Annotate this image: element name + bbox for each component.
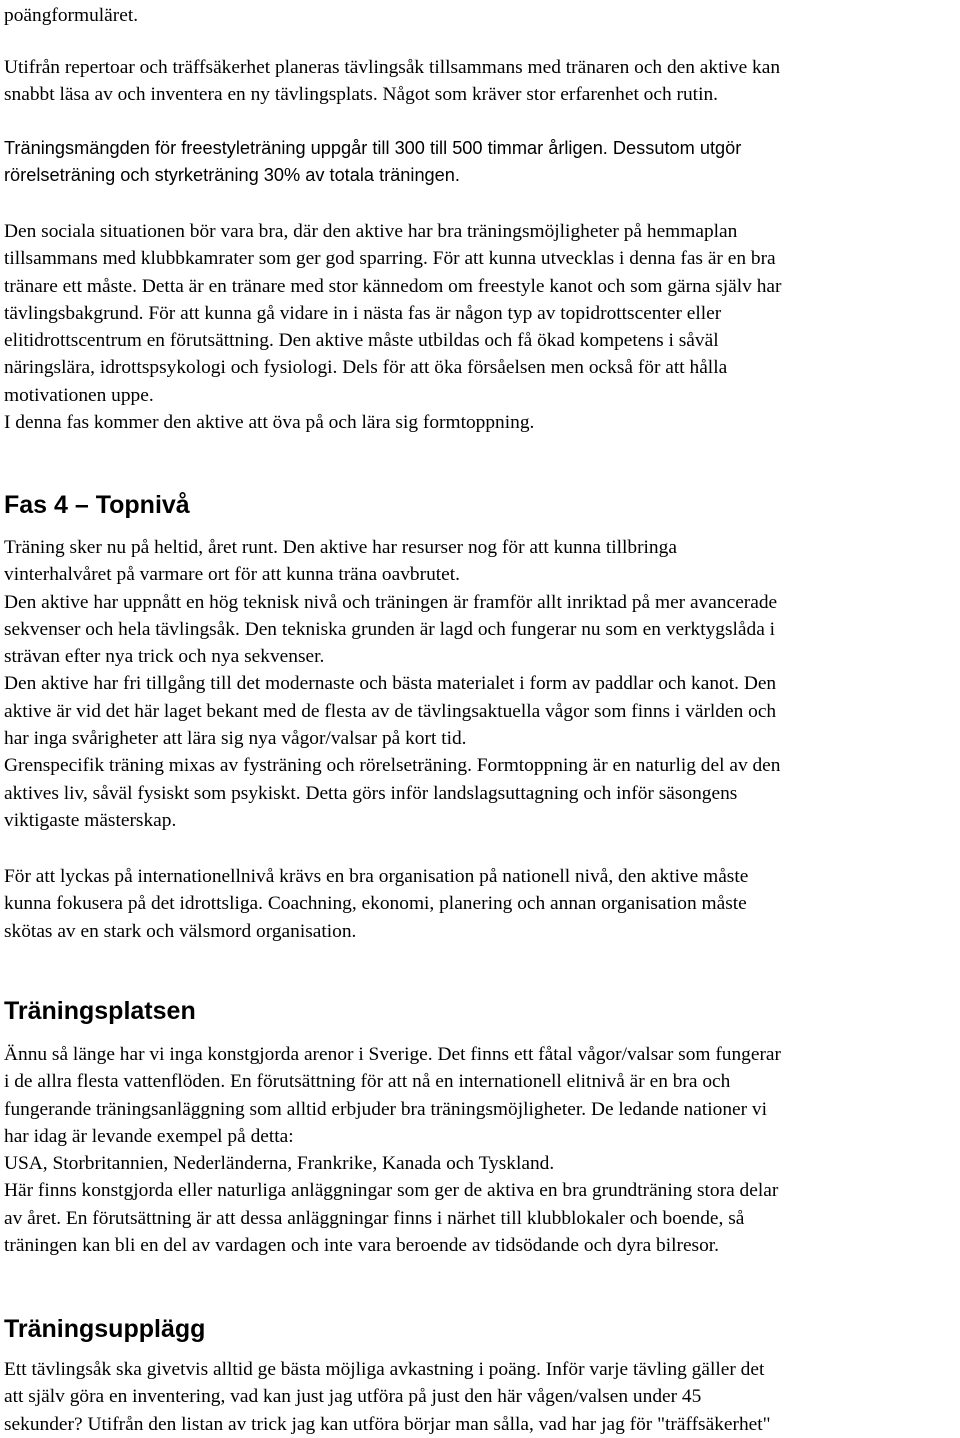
text-line: viktigaste mästerskap. — [4, 809, 177, 831]
text-line: rörelseträning och styrketräning 30% av totala träningen. — [4, 165, 460, 186]
text-line: träningen kan bli en del av vardagen och inte vara beroende av tidsödande och dyra bilresor. — [4, 1235, 720, 1257]
paragraph-sociala — [4, 218, 958, 436]
text-line: Utifrån repertoar och träffsäkerhet planeras tävlingsåk tillsammans med tränaren och den aktive kan — [4, 57, 781, 78]
text-line: att själv göra en inventering, vad kan just jag utföra på just den här vågen/valsen under 45 — [4, 1386, 702, 1408]
text-line: Den aktive har fri tillgång till det modernaste och bästa materialet i form av paddlar och kanot. Den — [4, 673, 777, 695]
text-line: För att lyckas på internationellnivå krävs en bra organisation på nationell nivå, den aktive måste — [4, 866, 749, 887]
text-line: vinterhalvåret på varmare ort för att kunna träna oavbrutet. — [4, 564, 461, 586]
text-line: poängformuläret. — [4, 5, 139, 26]
text-line: näringslära, idrottspsykologi och fysiologi. Dels för att öka försåelsen men också för att hålla — [4, 357, 728, 379]
text-line: USA, Storbritannien, Nederländerna, Frankrike, Kanada och Tyskland. — [4, 1153, 555, 1175]
paragraph-intro — [4, 2, 958, 29]
section-heading-traningsplatsen: Träningsplatsen — [4, 997, 196, 1025]
text-line: i de allra flesta vattenflöden. En förutsättning för att nå en internationell elitnivå är en bra och — [4, 1071, 731, 1093]
text-line: Här finns konstgjorda eller naturliga anläggningar som ger de aktiva en bra grundträning stora delar — [4, 1180, 779, 1202]
text-line: elitidrottscentrum en förutsättning. Den aktive måste utbildas och få ökad kompetens i såväl — [4, 330, 719, 352]
text-line: aktives liv, såväl fysiskt som psykiskt. Detta görs inför landslagsuttagning och inför säsongens — [4, 782, 738, 804]
text-line: motivationen uppe. — [4, 384, 154, 406]
text-line: sekunder? Utifrån den listan av trick jag kan utföra börjar man sålla, vad har jag för "träffsäkerhet" — [4, 1413, 771, 1435]
text-line: Grenspecifik träning mixas av fysträning och rörelseträning. Formtoppning är en naturlig del av den — [4, 755, 781, 777]
paragraph-traningsmangd — [4, 135, 958, 190]
text-line: strävan efter nya trick och nya sekvenser. — [4, 646, 325, 668]
text-line: Träning sker nu på heltid, året runt. Den aktive har resurser nog för att kunna tillbringa — [4, 537, 677, 558]
text-line: tillsammans med klubbkamrater som ger god sparring. För att kunna utvecklas i denna fas är en bra — [4, 248, 776, 270]
text-line: tävlingsbakgrund. För att kunna gå vidare in i nästa fas är någon typ av topidrottscenter eller — [4, 302, 722, 324]
text-line: Den aktive har uppnått en hög teknisk nivå och träningen är framför allt inriktad på mer avancerade — [4, 591, 778, 613]
text-line: Den sociala situationen bör vara bra, där den aktive har bra träningsmöjligheter på hemmaplan — [4, 221, 738, 242]
text-line: Ett tävlingsåk ska givetvis alltid ge bästa möjliga avkastning i poäng. Inför varje tävling gäller det — [4, 1359, 765, 1380]
paragraph-fas4 — [4, 534, 958, 834]
text-line: Träningsmängden för freestyleträning uppgår till 300 till 500 timmar årligen. Dessutom utgör — [4, 138, 742, 158]
text-line: I denna fas kommer den aktive att öva på och lära sig formtoppning. — [4, 412, 535, 434]
text-line: sekvenser och hela tävlingsåk. Den tekniska grunden är lagd och fungerar nu som en verktygslåda i — [4, 618, 776, 640]
text-line: snabbt läsa av och inventera en ny tävlingsplats. Något som kräver stor erfarenhet och rutin. — [4, 84, 718, 106]
text-line: har idag är levande exempel på detta: — [4, 1125, 294, 1147]
text-line: har inga svårigheter att lära sig nya vågor/valsar på kort tid. — [4, 728, 467, 750]
section-heading-traningsupplagg: Träningsupplägg — [4, 1315, 206, 1343]
paragraph-traningsplatsen — [4, 1041, 958, 1259]
text-line: tränare ett måste. Detta är en tränare med stor kännedom om freestyle kanot och som gärna själv har — [4, 275, 782, 297]
paragraph-traningsupplagg — [4, 1356, 958, 1438]
text-line: aktive är vid det här laget bekant med de flesta av de tävlingsaktuella vågor som finns i världen och — [4, 700, 777, 722]
text-line: fungerande träningsanläggning som alltid erbjuder bra träningsmöjligheter. De ledande nationer vi — [4, 1098, 768, 1120]
section-heading-fas4: Fas 4 – Topnivå — [4, 491, 190, 519]
text-line: kunna fokusera på det idrottsliga. Coachning, ekonomi, planering och annan organisation måste — [4, 893, 747, 915]
text-line: Ännu så länge har vi inga konstgjorda arenor i Sverige. Det finns ett fåtal vågor/valsar som fungerar — [4, 1044, 781, 1065]
text-line: av året. En förutsättning är att dessa anläggningar finns i närhet till klubblokaler och boende, så — [4, 1207, 745, 1229]
paragraph-internationell — [4, 863, 958, 945]
paragraph-repertoar — [4, 54, 958, 109]
text-line: skötas av en stark och välsmord organisation. — [4, 920, 357, 942]
